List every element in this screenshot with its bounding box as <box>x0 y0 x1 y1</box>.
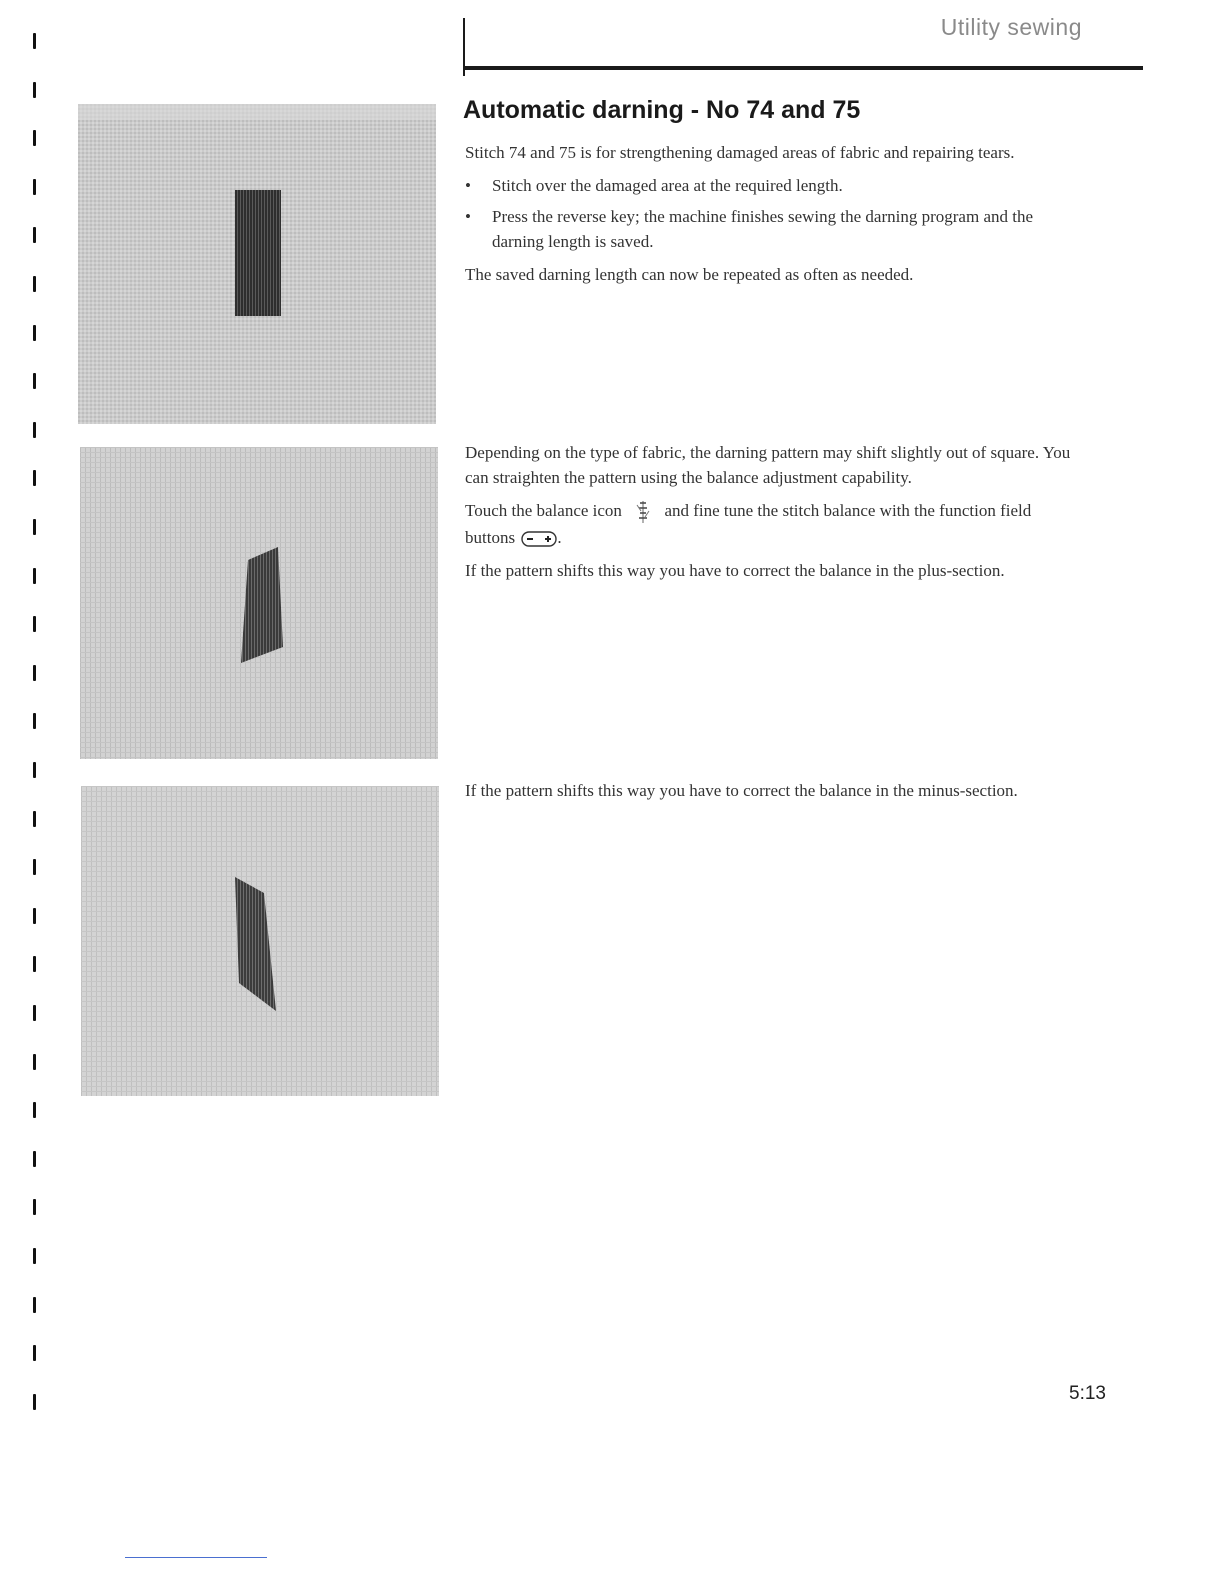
binding-mark <box>33 1297 36 1313</box>
binding-mark <box>33 1102 36 1118</box>
binding-mark <box>33 276 36 292</box>
straight-darning-image <box>78 104 436 424</box>
photo-darning-shift-plus <box>80 447 438 759</box>
footer-rule <box>125 1557 267 1558</box>
page-number: 5:13 <box>1069 1383 1106 1404</box>
binding-mark <box>33 956 36 972</box>
balance-instruction-text-3: . <box>557 528 562 548</box>
binding-mark <box>33 519 36 535</box>
binding-mark <box>33 908 36 924</box>
minus-section-paragraph: If the pattern shifts this way you have to correct the balance in the minus-section. <box>465 781 1018 800</box>
binding-mark <box>33 373 36 389</box>
section-title: Utility sewing <box>940 14 1082 40</box>
darning-shift-minus-image <box>81 786 439 1096</box>
binding-mark <box>33 82 36 98</box>
list-item <box>465 204 1085 254</box>
list-item <box>465 173 1085 198</box>
binding-mark <box>33 1248 36 1264</box>
text-block-balance <box>465 440 1085 591</box>
binding-mark <box>33 470 36 486</box>
minus-plus-buttons-icon <box>521 530 557 548</box>
binding-mark <box>33 227 36 243</box>
balance-intro-paragraph: Depending on the type of fabric, the darning pattern may shift slightly out of square. You can straighten the pattern using the balance adjustment capability. <box>465 443 1071 487</box>
intro-paragraph: Stitch 74 and 75 is for strengthening damaged areas of fabric and repairing tears. <box>465 143 1015 162</box>
balance-instruction-text-1: Touch the balance icon <box>465 501 622 520</box>
page-heading: Automatic darning - No 74 and 75 <box>463 96 861 124</box>
binding-mark <box>33 179 36 195</box>
binding-mark <box>33 762 36 778</box>
darning-shift-plus-image <box>80 447 438 759</box>
binding-mark <box>33 859 36 875</box>
binding-mark <box>33 1151 36 1167</box>
binding-mark <box>33 1054 36 1070</box>
binding-mark <box>33 1005 36 1021</box>
text-block-intro <box>465 140 1085 295</box>
list-item-text: Press the reverse key; the machine finishes sewing the darning program and the darning length is saved. <box>492 207 1034 251</box>
binding-mark <box>33 1199 36 1215</box>
balance-instruction-paragraph <box>465 498 1085 550</box>
binding-mark <box>33 1394 36 1410</box>
photo-straight-darning <box>78 104 436 424</box>
instruction-list <box>465 173 1085 254</box>
binding-mark <box>33 325 36 341</box>
header-rule-horizontal <box>463 66 1143 70</box>
binding-marks <box>0 0 60 1584</box>
binding-mark <box>33 665 36 681</box>
binding-mark <box>33 616 36 632</box>
balance-instruction-text-2: and fine tune the stitch balance with the function field buttons <box>465 501 1032 548</box>
binding-mark <box>33 130 36 146</box>
photo-darning-shift-minus <box>81 786 439 1096</box>
bullet-icon: • <box>465 207 471 226</box>
binding-mark <box>33 568 36 584</box>
outro-paragraph: The saved darning length can now be repeated as often as needed. <box>465 265 914 284</box>
binding-mark <box>33 1345 36 1361</box>
binding-mark <box>33 713 36 729</box>
bullet-icon: • <box>465 176 471 195</box>
text-block-minus <box>465 778 1085 811</box>
darned-patch-square <box>235 190 281 316</box>
binding-mark <box>33 811 36 827</box>
balance-icon <box>632 499 654 525</box>
binding-mark <box>33 422 36 438</box>
binding-mark <box>33 33 36 49</box>
plus-section-paragraph: If the pattern shifts this way you have to correct the balance in the plus-section. <box>465 561 1005 581</box>
list-item-text: Stitch over the damaged area at the required length. <box>492 176 843 195</box>
